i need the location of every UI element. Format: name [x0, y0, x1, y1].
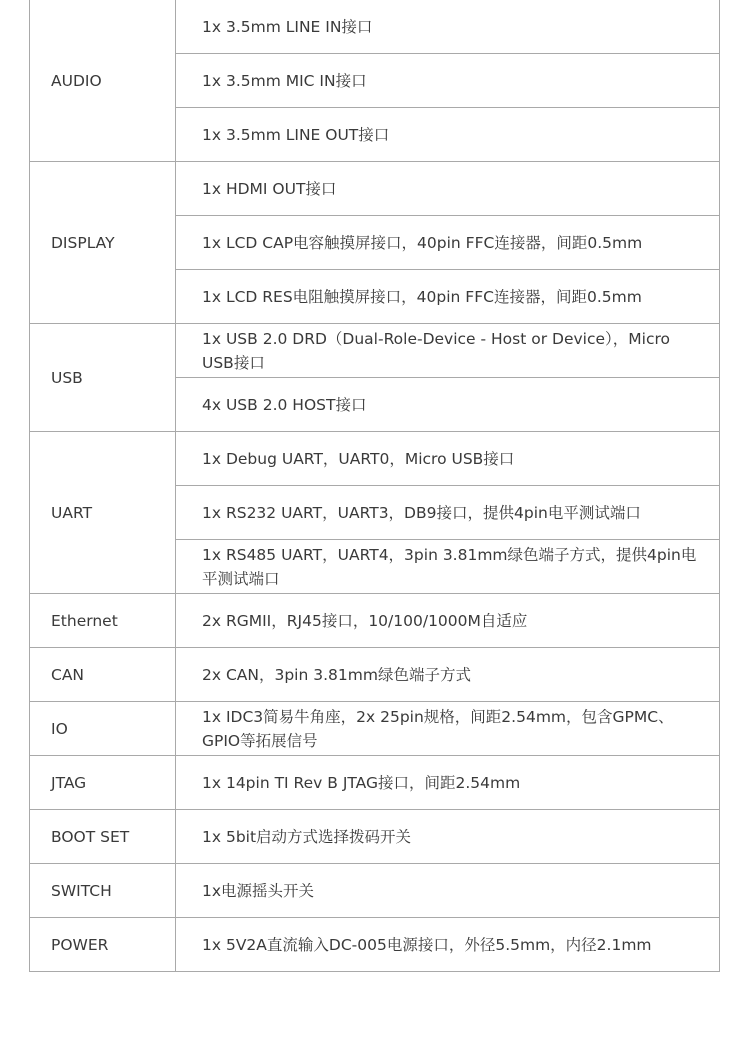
spec-value: 4x USB 2.0 HOST接口 [176, 378, 720, 432]
category-display: DISPLAY [30, 162, 176, 324]
category-io: IO [30, 702, 176, 756]
spec-value: 1x 14pin TI Rev B JTAG接口，间距2.54mm [176, 756, 720, 810]
spec-value: 1x 3.5mm MIC IN接口 [176, 54, 720, 108]
spec-value: 1x RS232 UART，UART3，DB9接口，提供4pin电平测试端口 [176, 486, 720, 540]
spec-value: 1x Debug UART，UART0，Micro USB接口 [176, 432, 720, 486]
spec-value: 1x HDMI OUT接口 [176, 162, 720, 216]
category-can: CAN [30, 648, 176, 702]
table-row [30, 918, 720, 972]
spec-table [29, 0, 720, 972]
spec-value: 1x LCD CAP电容触摸屏接口，40pin FFC连接器，间距0.5mm [176, 216, 720, 270]
category-audio: AUDIO [30, 0, 176, 162]
spec-value: 2x CAN，3pin 3.81mm绿色端子方式 [176, 648, 720, 702]
category-boot-set: BOOT SET [30, 810, 176, 864]
category-switch: SWITCH [30, 864, 176, 918]
table-row [30, 432, 720, 486]
spec-value: 1x LCD RES电阻触摸屏接口，40pin FFC连接器，间距0.5mm [176, 270, 720, 324]
category-ethernet: Ethernet [30, 594, 176, 648]
table-row [30, 756, 720, 810]
spec-value: 1x 5V2A直流输入DC-005电源接口，外径5.5mm，内径2.1mm [176, 918, 720, 972]
category-usb: USB [30, 324, 176, 432]
spec-value: 1x 3.5mm LINE OUT接口 [176, 108, 720, 162]
category-jtag: JTAG [30, 756, 176, 810]
category-uart: UART [30, 432, 176, 594]
table-row [30, 864, 720, 918]
table-row [30, 162, 720, 216]
category-power: POWER [30, 918, 176, 972]
table-row [30, 702, 720, 756]
spec-value: 1x IDC3简易牛角座，2x 25pin规格，间距2.54mm，包含GPMC、GPIO等拓展信号 [176, 702, 720, 756]
spec-value: 1x RS485 UART，UART4，3pin 3.81mm绿色端子方式，提供4pin电平测试端口 [176, 540, 720, 594]
table-row [30, 648, 720, 702]
spec-value: 1x USB 2.0 DRD（Dual-Role-Device - Host or Device），Micro USB接口 [176, 324, 720, 378]
spec-value: 1x 3.5mm LINE IN接口 [176, 0, 720, 54]
table-row [30, 0, 720, 54]
spec-value: 1x电源摇头开关 [176, 864, 720, 918]
spec-value: 2x RGMII，RJ45接口，10/100/1000M自适应 [176, 594, 720, 648]
spec-value: 1x 5bit启动方式选择拨码开关 [176, 810, 720, 864]
table-row [30, 810, 720, 864]
table-row [30, 594, 720, 648]
table-row [30, 324, 720, 378]
